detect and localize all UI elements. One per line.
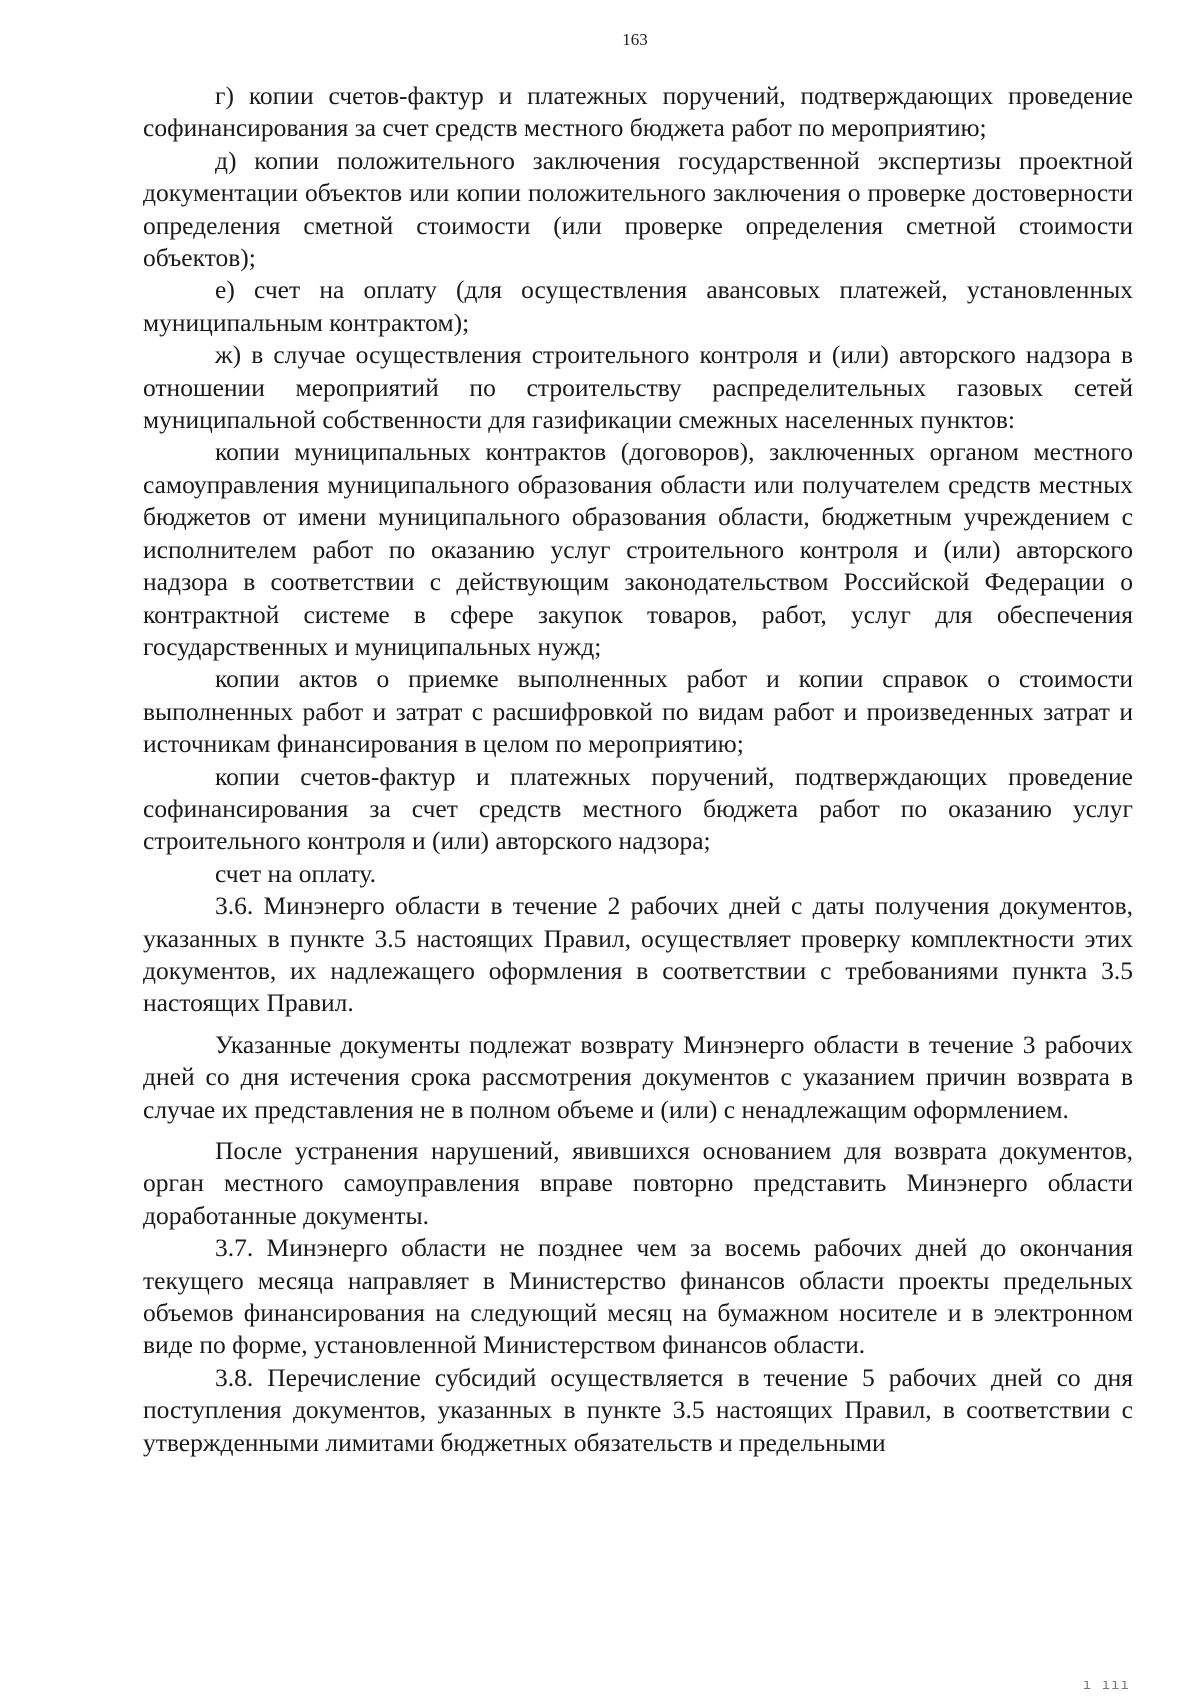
paragraph-invoice: счет на оплату. <box>215 858 376 888</box>
paragraph-cofinancing-copies: копии счетов-фактур и платежных поручений, подтверждающих проведение софинансирования за счет средств местного бюджета работ по оказанию услуг строительного контроля и (или) авторского надзора; <box>143 761 1133 856</box>
paragraph-zh-construction-control: ж) в случае осуществления строительного контроля и (или) авторского надзора в отношении мероприятий по строительству распределительных газовых сетей муниципальной собственности для газификации смежных населенных пунктов: <box>143 340 1133 435</box>
paragraph-documents-return: Указанные документы подлежат возврату Минэнерго области в течение 3 рабочих дней со дня истечения срока рассмотрения документов с указанием причин возврата в случае их представления не в полном объеме и (или) с ненадлежащим оформлением. <box>143 1029 1133 1124</box>
scan-mark: ı ııı <box>1082 1677 1130 1693</box>
paragraph-after-correction: После устранения нарушений, явившихся основанием для возврата документов, орган местного самоуправления вправе повторно представить Минэнерго области доработанные документы. <box>143 1136 1133 1230</box>
document-body <box>143 80 1133 1459</box>
paragraph-g-invoices: г) копии счетов-фактур и платежных поручений, подтверждающих проведение софинансирования за счет средств местного бюджета работ по мероприятию; <box>143 81 1133 143</box>
page-number: 163 <box>622 30 648 49</box>
paragraph-3-7: 3.7. Минэнерго области не позднее чем за восемь рабочих дней до окончания текущего месяца направляет в Министерство финансов области проекты предельных объемов финансирования на следующий месяц на бумажном носителе и в электронном виде по форме, установленной Министерством финансов области. <box>143 1233 1133 1360</box>
paragraph-3-6: 3.6. Минэнерго области в течение 2 рабочих дней с даты получения документов, указанных в пункте 3.5 настоящих Правил, осуществляет проверку комплектности этих документов, их надлежащего оформления в соответствии с требованиями пункта 3.5 настоящих Правил. <box>143 891 1133 1018</box>
paragraph-e-invoice-payment: е) счет на оплату (для осуществления авансовых платежей, установленных муниципальным контрактом); <box>143 275 1133 337</box>
paragraph-acceptance-acts: копии актов о приемке выполненных работ и копии справок о стоимости выполненных работ и затрат с расшифровкой по видам работ и произведенных затрат и источникам финансирования в целом по мероприятию; <box>143 664 1133 759</box>
paragraph-contract-copies: копии муниципальных контрактов (договоров), заключенных органом местного самоуправления муниципального образования области или получателем средств местных бюджетов от имени муниципального образования области, бюджетным учреждением с исполнителем работ по оказанию услуг строительного контроля и (или) авторского надзора в соответствии с действующим законодательством Российской Федерации о контрактной системе в сфере закупок товаров, работ, услуг для обеспечения государственных и муниципальных нужд; <box>143 437 1133 661</box>
paragraph-d-expertise: д) копии положительного заключения государственной экспертизы проектной документации объектов или копии положительного заключения о проверке достоверности определения сметной стоимости (или проверке определения сметной стоимости объектов); <box>143 145 1133 273</box>
paragraph-3-8: 3.8. Перечисление субсидий осуществляется в течение 5 рабочих дней со дня поступления документов, указанных в пункте 3.5 настоящих Правил, в соответствии с утвержденными лимитами бюджетных обязательств и предельными <box>143 1362 1133 1457</box>
